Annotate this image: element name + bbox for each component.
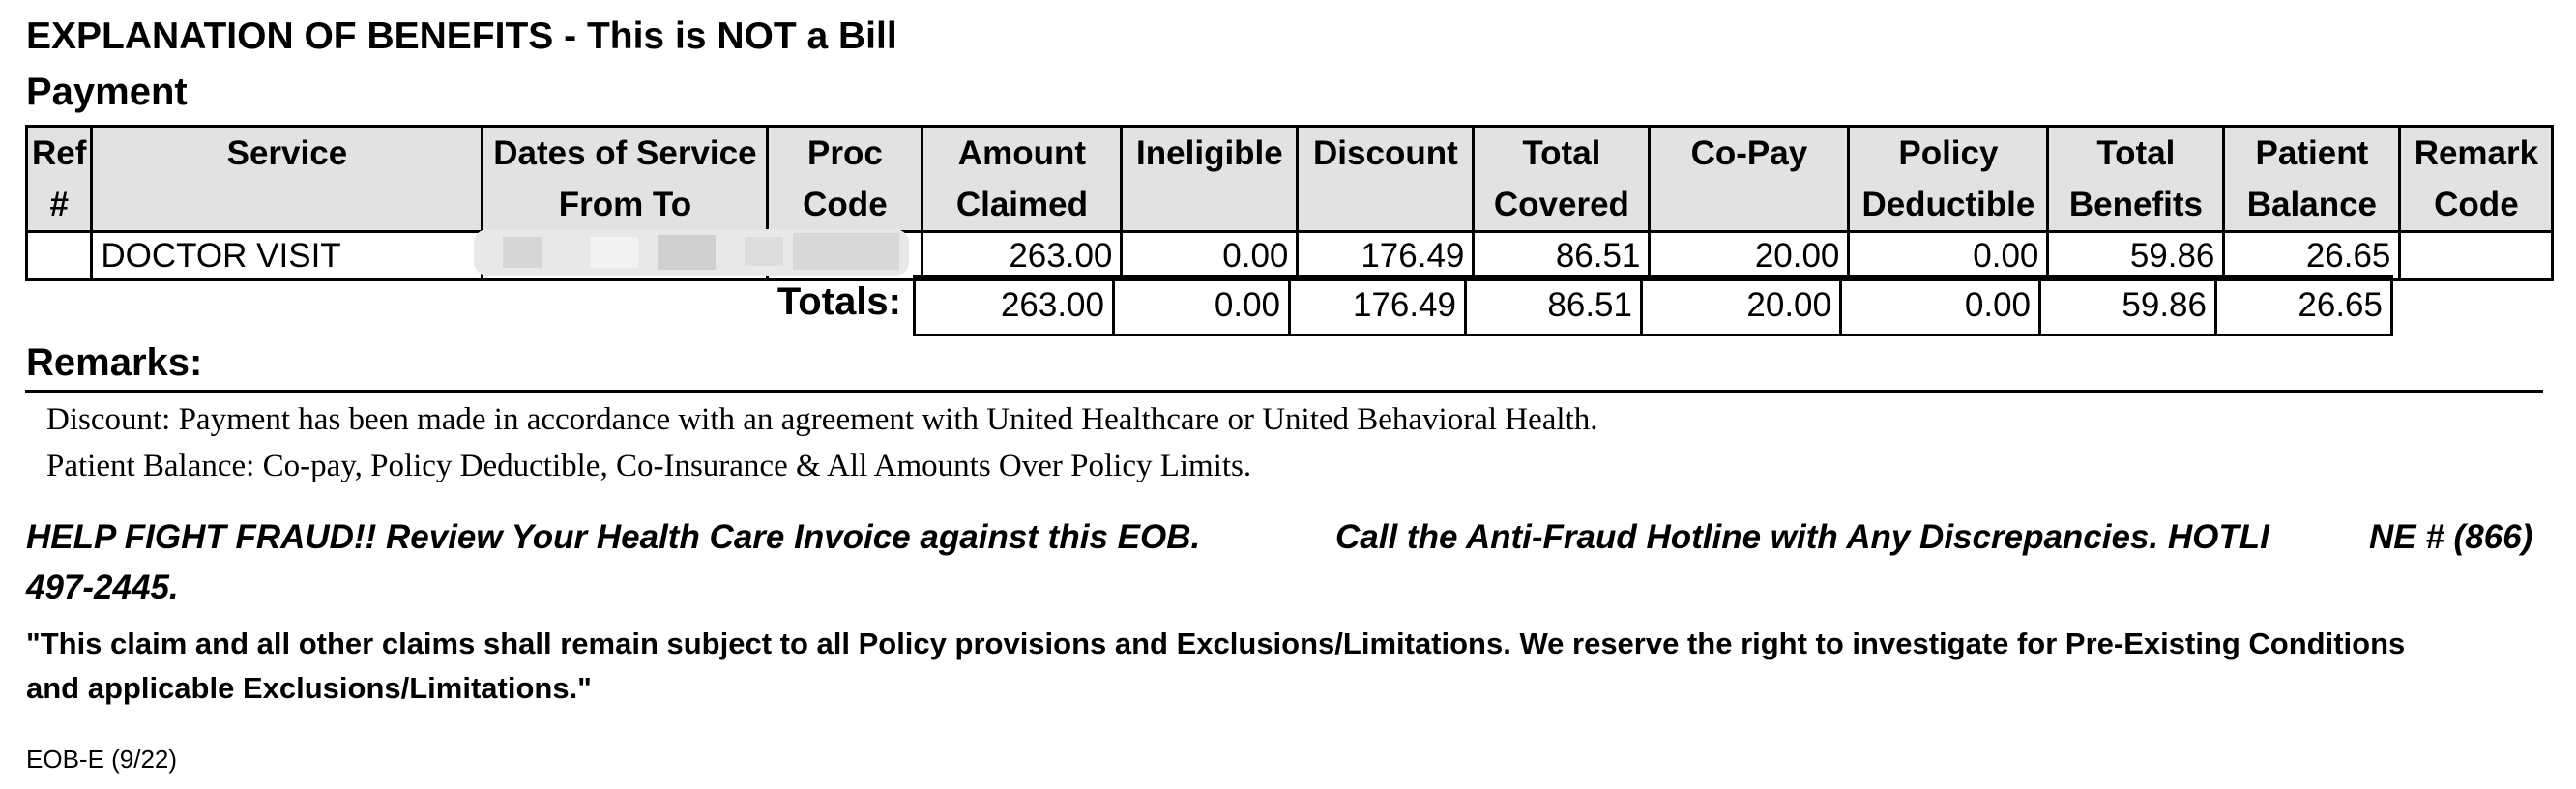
remark-line-discount: Discount: Payment has been made in accordance with an agreement with United Healthcare or United Behavioral Health. bbox=[46, 402, 1598, 437]
total-amount-claimed: 263.00 bbox=[915, 277, 1114, 336]
totals-table bbox=[913, 275, 2393, 336]
total-covered: 86.51 bbox=[1466, 277, 1642, 336]
disclaimer-line1: "This claim and all other claims shall remain subject to all Policy provisions and Exclusions/Limitations. We reserve the right to investigate for Pre-Existing Conditions bbox=[26, 627, 2406, 660]
remarks-heading: Remarks: bbox=[26, 341, 203, 384]
total-copay: 20.00 bbox=[1642, 277, 1841, 336]
cell-copay: 20.00 bbox=[1650, 232, 1849, 280]
table-header-row bbox=[27, 127, 2553, 232]
total-policy-deductible: 0.00 bbox=[1841, 277, 2040, 336]
form-code: EOB-E (9/22) bbox=[26, 745, 178, 774]
cell-total-benefits: 59.86 bbox=[2048, 232, 2224, 280]
col-header-policy-deductible: Policy Deductible bbox=[1849, 127, 2048, 232]
fraud-notice-line1: HELP FIGHT FRAUD!! Review Your Health Care Invoice against this EOB. bbox=[26, 518, 1201, 556]
document-title: EXPLANATION OF BENEFITS - This is NOT a Bill bbox=[26, 15, 897, 57]
cell-discount: 176.49 bbox=[1298, 232, 1474, 280]
cell-service: DOCTOR VISIT bbox=[92, 232, 483, 280]
fraud-hotline-number: 497-2445. bbox=[26, 569, 179, 606]
cell-remark-code bbox=[2400, 232, 2553, 280]
redaction-mask bbox=[474, 225, 909, 279]
cell-total-covered: 86.51 bbox=[1474, 232, 1650, 280]
section-heading-payment: Payment bbox=[26, 71, 188, 113]
cell-policy-deductible: 0.00 bbox=[1849, 232, 2048, 280]
cell-ref bbox=[27, 232, 92, 280]
total-ineligible: 0.00 bbox=[1114, 277, 1290, 336]
cell-patient-balance: 26.65 bbox=[2224, 232, 2400, 280]
col-header-remark-code: Remark Code bbox=[2400, 127, 2553, 232]
col-header-ineligible: Ineligible bbox=[1122, 127, 1298, 232]
total-benefits: 59.86 bbox=[2040, 277, 2216, 336]
payment-table bbox=[25, 125, 2554, 281]
fraud-notice-line2: Call the Anti-Fraud Hotline with Any Discrepancies. HOTLI bbox=[1335, 518, 2269, 556]
fraud-notice-line3: NE # (866) bbox=[2369, 518, 2533, 556]
col-header-total-benefits: Total Benefits bbox=[2048, 127, 2224, 232]
col-header-patient-balance: Patient Balance bbox=[2224, 127, 2400, 232]
col-header-amount-claimed: Amount Claimed bbox=[922, 127, 1122, 232]
totals-label: Totals: bbox=[776, 280, 901, 323]
total-patient-balance: 26.65 bbox=[2216, 277, 2392, 336]
col-header-copay: Co-Pay bbox=[1650, 127, 1849, 232]
col-header-ref: Ref # bbox=[27, 127, 92, 232]
col-header-proc-code: Proc Code bbox=[768, 127, 922, 232]
col-header-service: Service bbox=[92, 127, 483, 232]
col-header-dates: Dates of Service From To bbox=[483, 127, 768, 232]
col-header-discount: Discount bbox=[1298, 127, 1474, 232]
table-row bbox=[27, 232, 2553, 280]
remarks-divider bbox=[25, 390, 2543, 393]
total-discount: 176.49 bbox=[1290, 277, 1466, 336]
remark-line-patient-balance: Patient Balance: Co-pay, Policy Deductible, Co-Insurance & All Amounts Over Policy Limits. bbox=[46, 449, 1252, 483]
disclaimer-line2: and applicable Exclusions/Limitations." bbox=[26, 671, 592, 705]
cell-ineligible: 0.00 bbox=[1122, 232, 1298, 280]
totals-row bbox=[915, 277, 2392, 336]
cell-amount-claimed: 263.00 bbox=[922, 232, 1122, 280]
col-header-total-covered: Total Covered bbox=[1474, 127, 1650, 232]
